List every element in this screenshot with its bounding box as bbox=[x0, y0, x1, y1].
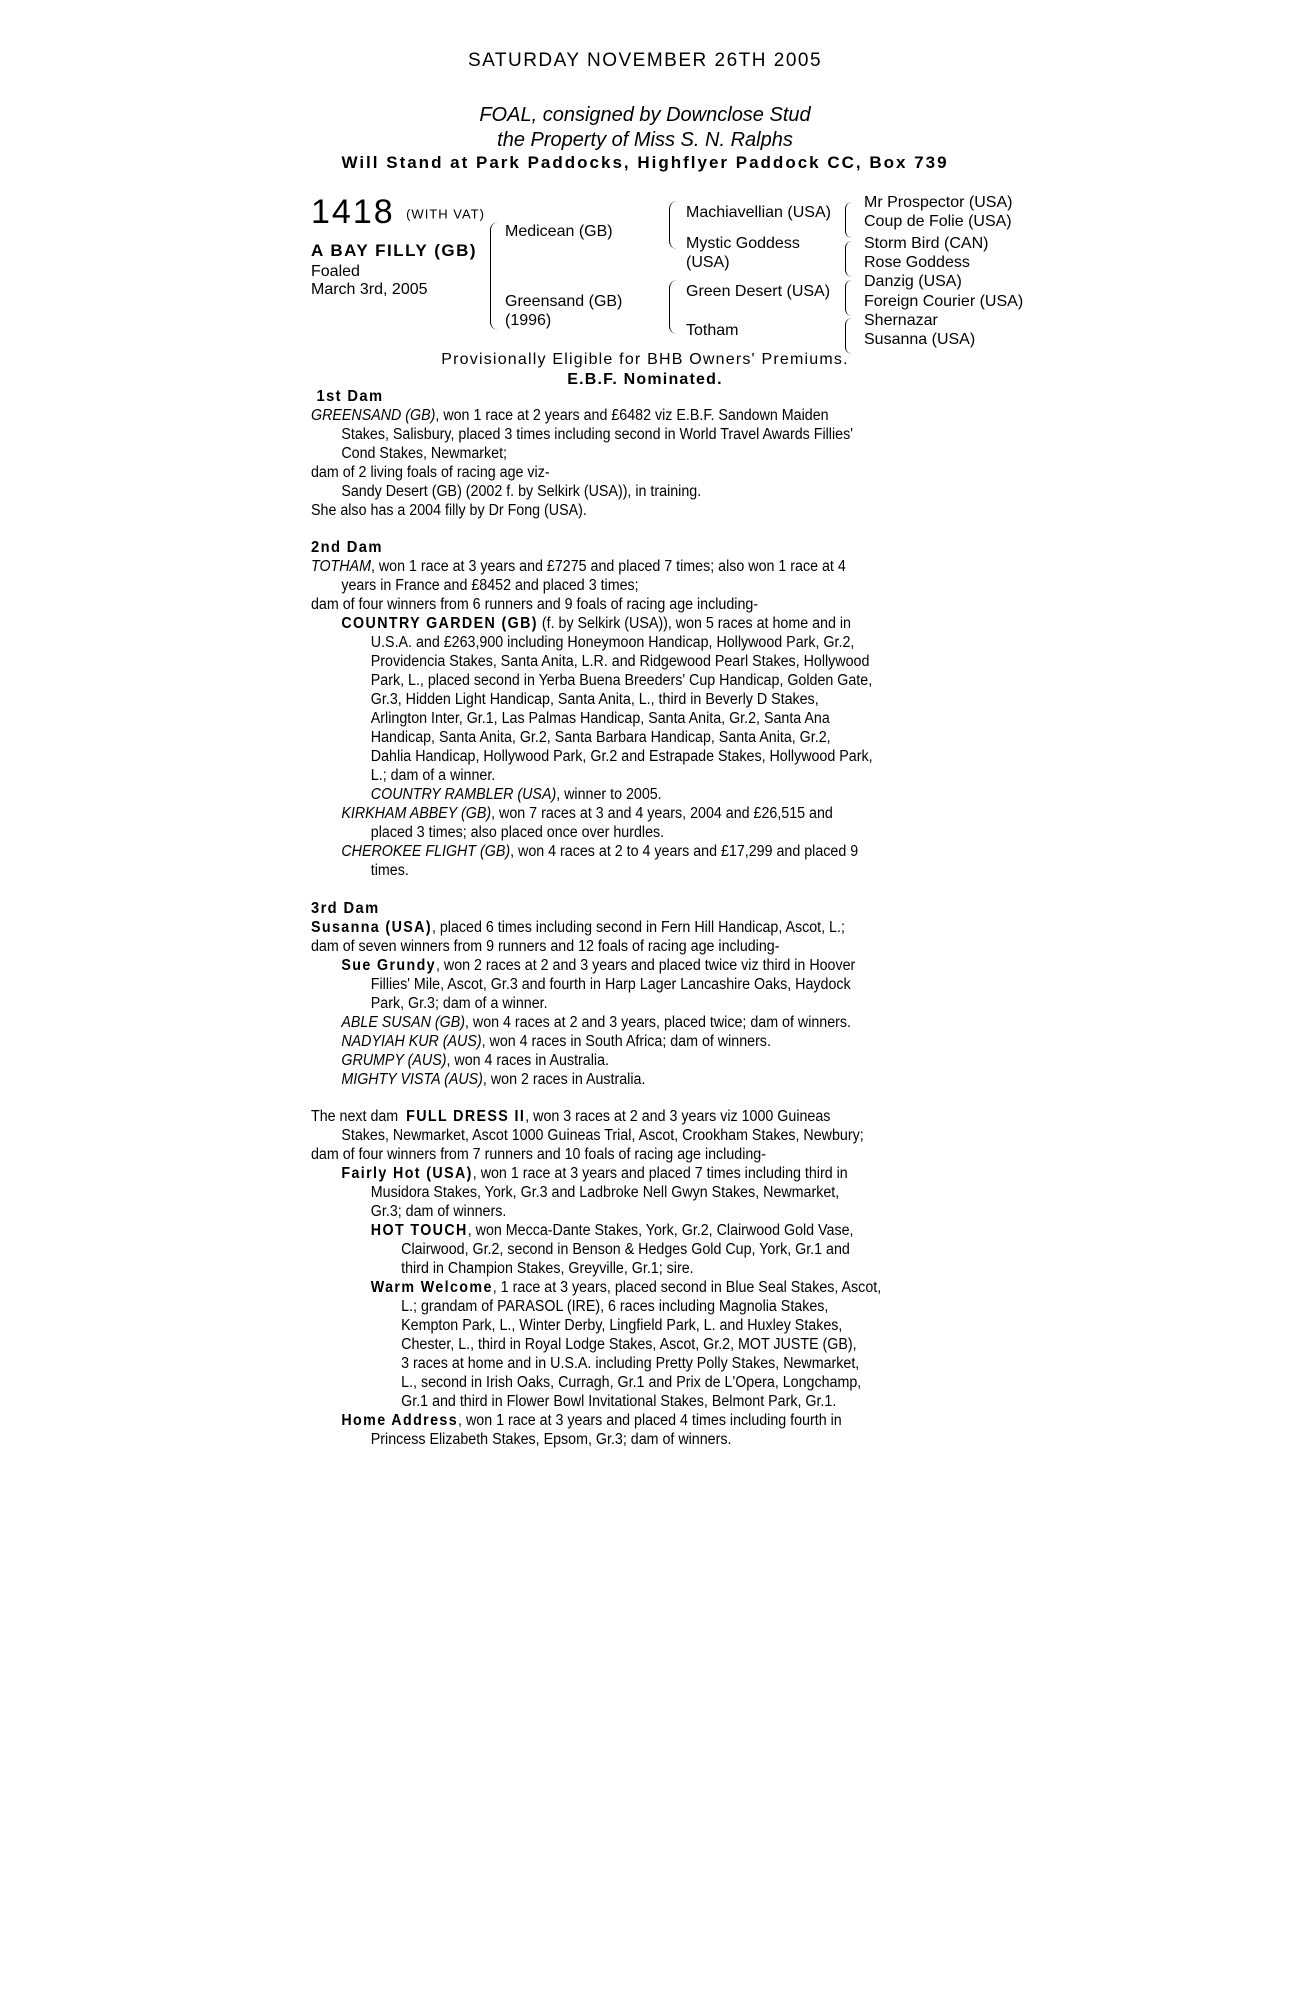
ssd: Coup de Folie (USA) bbox=[864, 213, 1012, 230]
produce-name: KIRKHAM ABBEY (GB) bbox=[341, 805, 492, 822]
dam-dam: Totham bbox=[686, 322, 739, 339]
sale-date: SATURDAY NOVEMBER 26TH 2005 bbox=[467, 50, 823, 71]
eligibility-ebf: E.B.F. Nominated. bbox=[567, 371, 723, 388]
pedigree-bracket-ds bbox=[845, 280, 852, 316]
produce-country-rambler bbox=[311, 785, 927, 804]
ddd: Susanna (USA) bbox=[864, 331, 976, 348]
produce-fairly-hot bbox=[311, 1164, 927, 1183]
produce-text-line: Park, Gr.3; dam of a winner. bbox=[370, 995, 548, 1012]
produce-name: CHEROKEE FLIGHT (GB) bbox=[341, 843, 511, 860]
produce-country-garden bbox=[311, 614, 927, 633]
produce-name: Home Address bbox=[341, 1412, 459, 1429]
produce-text-line: third in Champion Stakes, Greyville, Gr.1; sire. bbox=[401, 1260, 694, 1277]
produce-text: , winner to 2005. bbox=[556, 786, 662, 803]
produce-text: , 1 race at 3 years, placed second in Blue Seal Stakes, Ascot, bbox=[492, 1279, 882, 1296]
dss: Danzig (USA) bbox=[864, 273, 962, 290]
sdd: Rose Goddess bbox=[864, 254, 970, 271]
second-dam-section bbox=[311, 538, 927, 880]
first-dam-note: She also has a 2004 filly by Dr Fong (USA). bbox=[311, 502, 587, 519]
eligibility-premiums: Provisionally Eligible for BHB Owners' Premiums. bbox=[441, 351, 849, 368]
next-dam-line bbox=[311, 1107, 927, 1126]
second-dam-line bbox=[311, 557, 927, 576]
produce-name: GRUMPY (AUS) bbox=[341, 1052, 447, 1069]
sire-dam bbox=[686, 234, 800, 272]
produce-text-line: Princess Elizabeth Stakes, Epsom, Gr.3; dam of winners. bbox=[370, 1431, 732, 1448]
produce-home-address bbox=[311, 1411, 927, 1430]
third-dam-text: , placed 6 times including second in Fern Hill Handicap, Ascot, L.; bbox=[431, 919, 845, 936]
pedigree-bracket-dam bbox=[669, 280, 677, 334]
third-dam-name: Susanna (USA) bbox=[311, 919, 432, 936]
first-dam-line bbox=[311, 406, 927, 425]
foaled-date: March 3rd, 2005 bbox=[311, 281, 428, 298]
next-dam-section bbox=[311, 1107, 927, 1449]
produce-name: COUNTRY RAMBLER (USA) bbox=[370, 786, 557, 803]
owner-line: the Property of Miss S. N. Ralphs bbox=[497, 129, 793, 151]
dam-year: (1996) bbox=[505, 312, 552, 329]
second-dam-foals: dam of four winners from 6 runners and 9 foals of racing age including- bbox=[311, 596, 759, 613]
produce-text-line: Gr.1 and third in Flower Bowl Invitational Stakes, Belmont Park, Gr.1. bbox=[401, 1393, 837, 1410]
dam bbox=[505, 292, 622, 330]
produce-text: , won 1 race at 3 years and placed 4 times including fourth in bbox=[458, 1412, 842, 1429]
produce-name: NADYIAH KUR (AUS) bbox=[341, 1033, 482, 1050]
produce-name: Sue Grundy bbox=[341, 957, 436, 974]
produce-name: HOT TOUCH bbox=[370, 1222, 468, 1239]
dam-name: Greensand (GB) bbox=[505, 293, 623, 310]
foaled-info bbox=[311, 263, 428, 299]
produce-text-line: Fillies' Mile, Ascot, Gr.3 and fourth in Harp Lager Lancashire Oaks, Haydock bbox=[370, 976, 851, 993]
second-dam-heading: 2nd Dam bbox=[311, 539, 383, 556]
first-dam-name: GREENSAND (GB) bbox=[311, 407, 436, 424]
third-dam-line bbox=[311, 918, 927, 937]
produce-name: MIGHTY VISTA (AUS) bbox=[341, 1071, 483, 1088]
produce-text-line: 3 races at home and in U.S.A. including Pretty Polly Stakes, Newmarket, bbox=[401, 1355, 860, 1372]
produce-text-line: L., second in Irish Oaks, Curragh, Gr.1 and Prix de L'Opera, Longchamp, bbox=[401, 1374, 862, 1391]
third-dam-section bbox=[311, 899, 927, 1089]
produce-text-line: Arlington Inter, Gr.1, Las Palmas Handicap, Santa Anita, Gr.2, Santa Ana bbox=[370, 710, 830, 727]
produce-name: Fairly Hot (USA) bbox=[341, 1165, 473, 1182]
produce-text-line: Dahlia Handicap, Hollywood Park, Gr.2 and Estrapade Stakes, Hollywood Park, bbox=[370, 748, 873, 765]
pedigree-bracket-sire bbox=[669, 201, 677, 249]
vat-note: (WITH VAT) bbox=[406, 206, 485, 222]
produce-nadyiah-kur bbox=[311, 1032, 927, 1051]
produce-name: COUNTRY GARDEN (GB) bbox=[341, 615, 538, 632]
produce-able-susan bbox=[311, 1013, 927, 1032]
produce-hot-touch bbox=[311, 1221, 927, 1240]
pedigree-bracket-1 bbox=[490, 222, 499, 330]
sds: Storm Bird (CAN) bbox=[864, 235, 989, 252]
sire: Medicean (GB) bbox=[505, 223, 613, 240]
second-dam-name: TOTHAM bbox=[311, 558, 371, 575]
produce-sue-grundy bbox=[311, 956, 927, 975]
produce-kirkham-abbey bbox=[311, 804, 927, 823]
lot-description: A BAY FILLY (GB) bbox=[311, 241, 478, 260]
produce-text-line: Gr.3, Hidden Light Handicap, Santa Anita, L., third in Beverly D Stakes, bbox=[370, 691, 819, 708]
produce-text-line: Gr.3; dam of winners. bbox=[370, 1203, 507, 1220]
produce-text-line: Clairwood, Gr.2, second in Benson & Hedges Gold Cup, York, Gr.1 and bbox=[401, 1241, 850, 1258]
first-dam-heading: 1st Dam bbox=[316, 388, 384, 405]
produce-text: , won 2 races in Australia. bbox=[482, 1071, 646, 1088]
produce-mighty-vista bbox=[311, 1070, 927, 1089]
third-dam-foals: dam of seven winners from 9 runners and 12 foals of racing age including- bbox=[311, 938, 780, 955]
second-dam-text-2: years in France and £8452 and placed 3 times; bbox=[341, 577, 639, 594]
produce-text-line: times. bbox=[370, 862, 409, 879]
pedigree-bracket-dd bbox=[845, 318, 852, 354]
produce-grumpy bbox=[311, 1051, 927, 1070]
produce-text-line: Providencia Stakes, Santa Anita, L.R. and Ridgewood Pearl Stakes, Hollywood bbox=[370, 653, 870, 670]
produce-name: ABLE SUSAN (GB) bbox=[341, 1014, 465, 1031]
produce-text: , won 4 races at 2 to 4 years and £17,299 and placed 9 bbox=[510, 843, 859, 860]
produce-text: , won 7 races at 3 and 4 years, 2004 and £26,515 and bbox=[491, 805, 833, 822]
next-dam-text-2: Stakes, Newmarket, Ascot 1000 Guineas Trial, Ascot, Crookham Stakes, Newbury; bbox=[341, 1127, 864, 1144]
sire-dam-line2: (USA) bbox=[686, 254, 730, 271]
produce-text: , won Mecca-Dante Stakes, York, Gr.2, Clairwood Gold Vase, bbox=[467, 1222, 854, 1239]
produce-text: , won 2 races at 2 and 3 years and placed twice viz third in Hoover bbox=[435, 957, 856, 974]
sss: Mr Prospector (USA) bbox=[864, 194, 1013, 211]
eligibility bbox=[0, 350, 1290, 390]
first-dam-text-3: Cond Stakes, Newmarket; bbox=[341, 445, 508, 462]
third-dam-heading: 3rd Dam bbox=[311, 900, 380, 917]
produce-text-line: Kempton Park, L., Winter Derby, Lingfield Park, L. and Huxley Stakes, bbox=[401, 1317, 843, 1334]
produce-warm-welcome bbox=[311, 1278, 927, 1297]
consignment bbox=[0, 103, 1290, 153]
produce-text-line: L.; grandam of PARASOL (IRE), 6 races including Magnolia Stakes, bbox=[401, 1298, 829, 1315]
produce-text-line: Chester, L., third in Royal Lodge Stakes, Ascot, Gr.2, MOT JUSTE (GB), bbox=[401, 1336, 857, 1353]
lot-number-value: 1418 bbox=[311, 193, 395, 231]
sire-sire: Machiavellian (USA) bbox=[686, 204, 831, 221]
sire-dam-line1: Mystic Goddess bbox=[686, 235, 800, 252]
produce-cherokee-flight bbox=[311, 842, 927, 861]
lot-number bbox=[311, 193, 485, 232]
produce-text-line: L.; dam of a winner. bbox=[370, 767, 496, 784]
first-dam-produce: Sandy Desert (GB) (2002 f. by Selkirk (USA)), in training. bbox=[341, 483, 702, 500]
produce-text: , won 1 race at 3 years and placed 7 times including third in bbox=[472, 1165, 848, 1182]
consignor-line: FOAL, consigned by Downclose Stud bbox=[479, 104, 811, 126]
first-dam-text: , won 1 race at 2 years and £6482 viz E.B.F. Sandown Maiden bbox=[435, 407, 829, 424]
produce-text-line: Handicap, Santa Anita, Gr.2, Santa Barbara Handicap, Santa Anita, Gr.2, bbox=[370, 729, 831, 746]
produce-text: , won 4 races in Australia. bbox=[446, 1052, 609, 1069]
produce-text-line: Musidora Stakes, York, Gr.3 and Ladbroke Nell Gwyn Stakes, Newmarket, bbox=[370, 1184, 840, 1201]
produce-text-line: U.S.A. and £263,900 including Honeymoon Handicap, Hollywood Park, Gr.2, bbox=[370, 634, 855, 651]
dsd: Foreign Courier (USA) bbox=[864, 293, 1024, 310]
pedigree-bracket-sd bbox=[845, 241, 852, 277]
next-dam-text: , won 3 races at 2 and 3 years viz 1000 Guineas bbox=[525, 1108, 831, 1125]
dam-sire: Green Desert (USA) bbox=[686, 283, 831, 300]
second-dam-text: , won 1 race at 3 years and £7275 and placed 7 times; also won 1 race at 4 bbox=[370, 558, 846, 575]
produce-text-line: Park, L., placed second in Yerba Buena Breeders' Cup Handicap, Golden Gate, bbox=[370, 672, 873, 689]
next-dam-prefix: The next dam bbox=[311, 1108, 399, 1125]
produce-text: , won 4 races at 2 and 3 years, placed twice; dam of winners. bbox=[464, 1014, 851, 1031]
dds: Shernazar bbox=[864, 312, 938, 329]
next-dam-name: FULL DRESS II bbox=[406, 1108, 526, 1125]
produce-text-line: placed 3 times; also placed once over hurdles. bbox=[370, 824, 665, 841]
pedigree-bracket-ss bbox=[845, 202, 852, 238]
produce-text: (f. by Selkirk (USA)), won 5 races at home and in bbox=[541, 615, 851, 632]
first-dam-foals: dam of 2 living foals of racing age viz- bbox=[311, 464, 550, 481]
next-dam-foals: dam of four winners from 7 runners and 10 foals of racing age including- bbox=[311, 1146, 766, 1163]
first-dam-section bbox=[311, 387, 927, 520]
foaled-label: Foaled bbox=[311, 263, 360, 280]
stand-location: Will Stand at Park Paddocks, Highflyer Paddock CC, Box 739 bbox=[341, 153, 949, 172]
produce-name: Warm Welcome bbox=[370, 1279, 493, 1296]
first-dam-text-2: Stakes, Salisbury, placed 3 times including second in World Travel Awards Fillies' bbox=[341, 426, 853, 443]
produce-text: , won 4 races in South Africa; dam of winners. bbox=[481, 1033, 771, 1050]
